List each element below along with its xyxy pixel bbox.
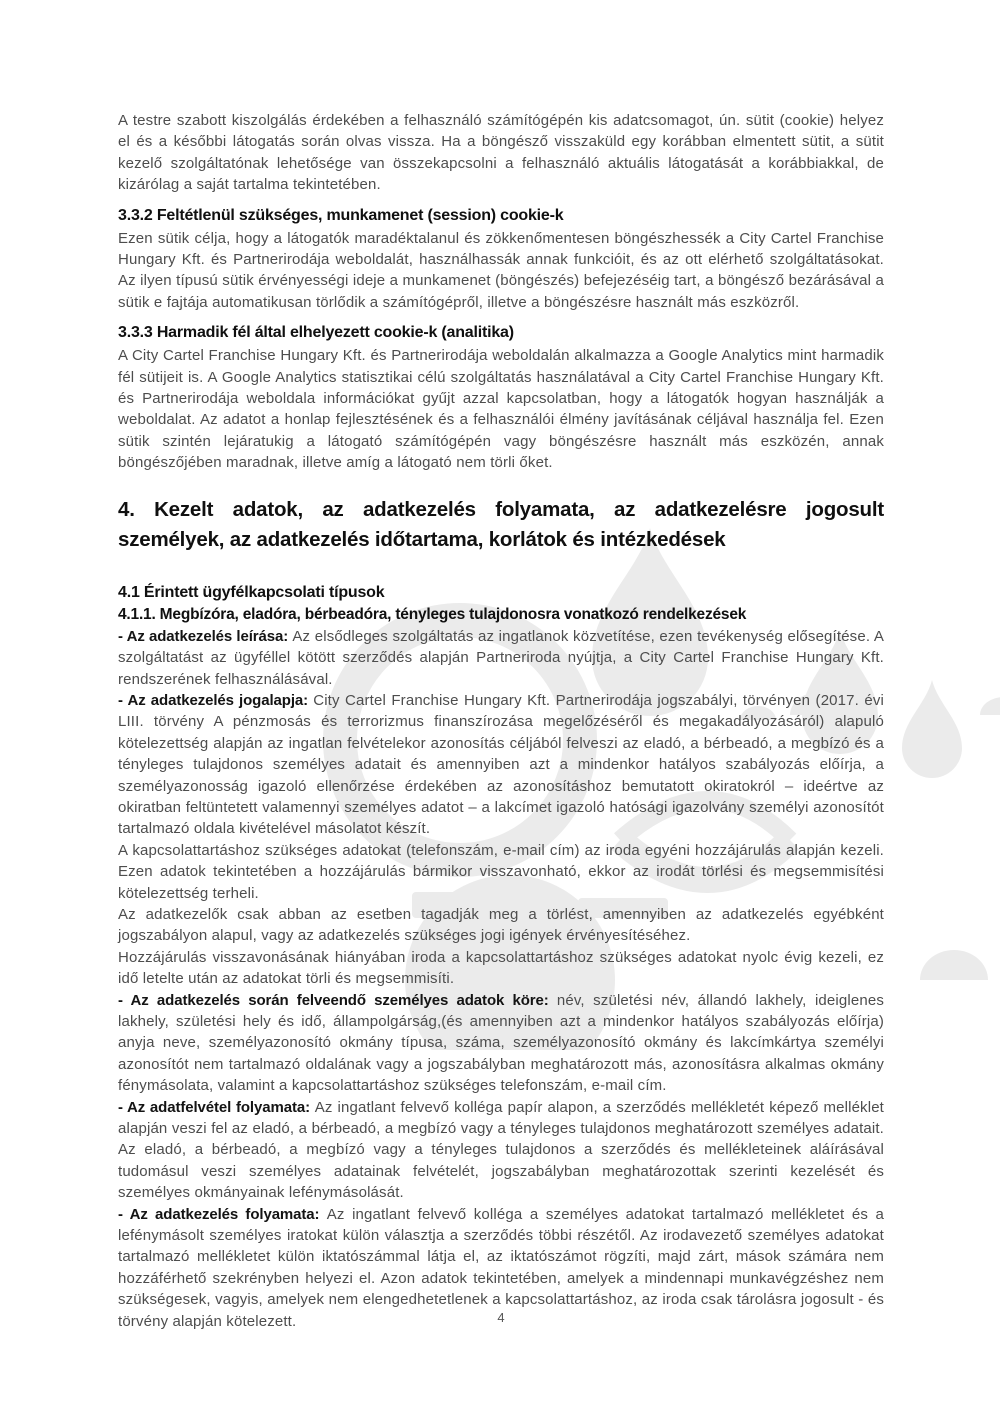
paragraph-label: - Az adatkezelés jogalapja: bbox=[118, 691, 314, 709]
paragraph-deletion-refusal bbox=[118, 904, 884, 947]
paragraph-text: Az ingatlant felvevő kolléga papír alapon, a szerződés mellékletét képező melléklet alapján veszi fel az eladó, a bérbeadó, a megbízó vagy a tényleges tulajdonos meghatározott személyes adatait. Az eladó, a bérbeadó, a megbízó vagy a tényleges tulajdonos a szerződés és mellékleteinek aláírásával tudomásul veszi személyes adatainak felvételét, jogszabályban meghatározottak szerinti kezelését és személyes okmányainak lefénymásolását. bbox=[118, 1098, 884, 1202]
paragraph-text: Az adatkezelők csak abban az esetben tagadják meg a törlést, amennyiben az adatkezelés egyébként jogszabályon alapul, vagy az adatkezelés szükséges jogi igények érvényesítéséhez. bbox=[118, 905, 884, 945]
section-body-3-3-2: Ezen sütik célja, hogy a látogatók maradéktalanul és zökkenőmentesen böngészhessék a City Cartel Franchise Hungary Kft. és Partnerirodája weboldalát, használhassák annak funkcióit, és az ott elérhető szolgáltatásokat. Az ilyen típusú sütik érvényességi ideje a munkamenet (böngészés) befejezéséig tart, a böngésző bezárásával a sütik e fajtája automatikusan törlődik a számítógépről, illetve a böngészésre használt más eszközről. bbox=[118, 229, 884, 311]
paragraph-label: - Az adatkezelés leírása: bbox=[118, 627, 293, 645]
intro-paragraph: A testre szabott kiszolgálás érdekében a felhasználó számítógépén kis adatcsomagot, ún. sütit (cookie) helyez el és a későbbi látogatás során olvas vissza. Ha a böngésző visszaküld egy korábban elmentett sütit, a sütit kezelő szolgáltatónak lehetősége van összekapcsolni a felhasználó aktuális látogatását a korábbiakkal, de kizárólag a saját tartalma tekintetében. bbox=[118, 112, 884, 194]
paragraph-text: City Cartel Franchise Hungary Kft. Partnerirodája jogszabályi, törvényen (2017. évi LIII. törvény A pénzmosás és terrorizmus finanszírozása megelőzéséről és megakadályozásáról) alapuló kötelezettség alapján az ingatlan felvételekor azonosítás céljából felveszi az eladó, a bérbeadó, a megbízó és a tényleges tulajdonos személyes adatait és amennyiben azt a mindenkor hatályos szabályozás előírja, a személyazonosság igazoló ellenőrzése érdekében az azonosításhoz bemutatott okiratokról – ideértve az okiratban feltüntetett valamennyi személyes adatot – a lakcímet igazoló hatósági igazolvány személyi azonosítót tartalmazó oldala kivételével másolatot készít. bbox=[118, 691, 885, 838]
paragraph-data-collection-process bbox=[118, 1097, 884, 1204]
paragraph-legal-basis bbox=[118, 690, 884, 840]
chapter-4-heading: 4. Kezelt adatok, az adatkezelés folyamata, az adatkezelésre jogosult személyek, az adatkezelés időtartama, korlátok és intézkedések bbox=[118, 497, 884, 551]
section-heading-3-3-2: 3.3.2 Feltétlenül szükséges, munkamenet (session) cookie-k bbox=[118, 206, 564, 224]
paragraph-text: Az elsődleges szolgáltatás az ingatlanok közvetítése, ezen tevékenység elősegítése. A szolgáltatást az ügyféllel kötött szerződés alapján Partneriroda nyújtja, a City Cartel Franchise Hungary Kft. rendszerének felhasználásával. bbox=[118, 627, 884, 688]
paragraph-retention-period bbox=[118, 947, 884, 990]
paragraph-data-description bbox=[118, 626, 884, 690]
section-heading-4-1: 4.1 Érintett ügyfélkapcsolati típusok bbox=[118, 583, 385, 601]
page-content bbox=[118, 110, 884, 1332]
paragraph-contact-data bbox=[118, 840, 884, 904]
paragraph-text: Hozzájárulás visszavonásának hiányában iroda a kapcsolattartáshoz szükséges adatokat nyolc évig kezeli, ez idő letelte után az adatokat törli és megsemmisíti. bbox=[118, 948, 884, 988]
paragraph-text: A kapcsolattartáshoz szükséges adatokat (telefonszám, e-mail cím) az iroda egyéni hozzájárulás alapján kezeli. Ezen adatok tekintetében a hozzájárulás bármikor visszavonható, ekkor az irodát törlési és megsemmisítési kötelezettség terheli. bbox=[118, 841, 884, 902]
paragraph-text: Az ingatlant felvevő kolléga a személyes adatokat tartalmazó mellékletet és a lefénymásolt személyes iratokat külön választja a szerződés többi részétől. Az irodavezető személyes adatokat tartalmazó mellékletet külön iktatószámmal látja el, az iktatószámot rögzíti, majd zárt, mások számára nem hozzáférhető szekrényben helyezi el. Azon adatok tekintetében, amelyek a mindennapi munkavégzéshez nem szükségesek, vagyis, amelyek nem elengedhetetlenek a kapcsolattartáshoz, az iroda csak tárolásra jogosult - és törvény alapján kötelezett. bbox=[118, 1205, 884, 1330]
section-body-3-3-3: A City Cartel Franchise Hungary Kft. és Partnerirodája weboldalán alkalmazza a Google Analytics mint harmadik fél sütijeit is. A Google Analytics statisztikai célú szolgáltatás használatával a City Cartel Franchise Hungary Kft. és Partnerirodája weboldala információkat gyűjt azzal kapcsolatban, hogy a látogatók hogyan használják a weboldalat. Az adatot a honlap fejlesztésének és a felhasználói élmény javításának céljával használja fel. Ezen sütik szintén lejáratukig a látogató számítógépén vagy böngészésre használt más eszközén, annak böngészőjében maradnak, illetve amíg a látogató nem törli őket. bbox=[118, 347, 884, 472]
section-heading-3-3-3: 3.3.3 Harmadik fél által elhelyezett cookie-k (analitika) bbox=[118, 324, 514, 342]
page-number: 4 bbox=[497, 1310, 505, 1325]
section-heading-4-1-1: 4.1.1. Megbízóra, eladóra, bérbeadóra, tényleges tulajdonosra vonatkozó rendelkezések bbox=[118, 605, 747, 623]
paragraph-personal-data-scope bbox=[118, 990, 884, 1097]
paragraph-label: - Az adatfelvétel folyamata: bbox=[118, 1098, 315, 1116]
paragraph-text: név, születési név, állandó lakhely, ideiglenes lakhely, születési hely és idő, állampolgárság,(és amennyiben azt a mindenkor hatályos szabályozás előírja) anyja neve, személyazonosító okmány típusa, száma, személyazonosító okmány és lakcímkártya személyi azonosítót nem tartalmazó oldalának vagy a jogszabályban meghatározott más, azonosításra alkalmas okmány fénymásolata, valamint a kapcsolattartáshoz szükséges telefonszám, e-mail cím. bbox=[118, 991, 884, 1095]
paragraph-label: - Az adatkezelés során felveendő személyes adatok köre: bbox=[118, 991, 557, 1009]
paragraph-label: - Az adatkezelés folyamata: bbox=[118, 1205, 327, 1223]
